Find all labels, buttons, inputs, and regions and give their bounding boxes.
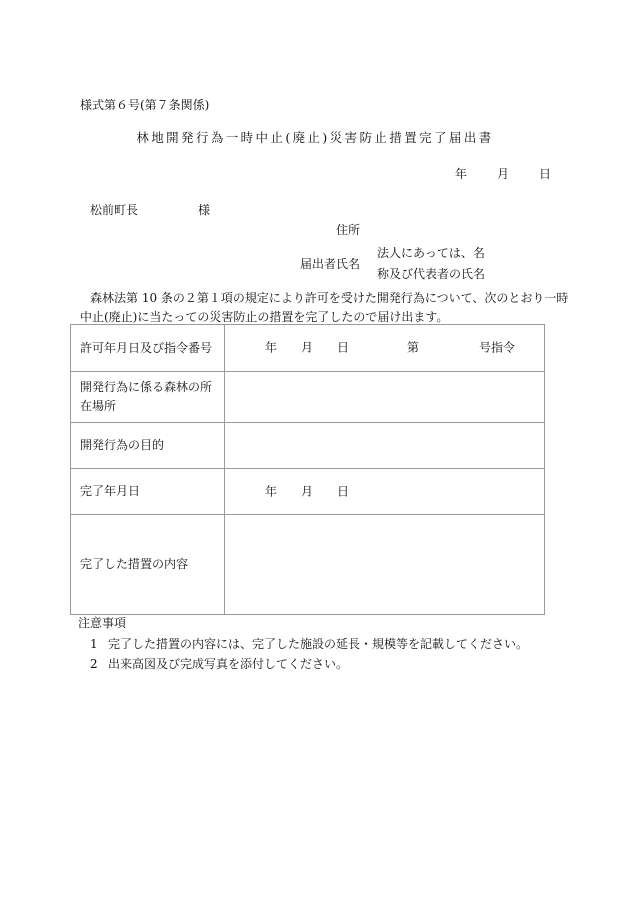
table-row-measures	[71, 515, 545, 615]
location-label-line1: 開発行為に係る森林の所	[80, 380, 213, 394]
measures-label: 完了した措置の内容	[71, 515, 225, 615]
completion-month-label: 月	[301, 484, 314, 498]
body-text-line2: 中止(廃止)に当たっての災害防止の措置を完了したので届け出ます。	[80, 310, 449, 324]
table-row-purpose	[71, 423, 545, 469]
body-text-line1: 森林法第 10 条の２第１項の規定により許可を受けた開発行為について、次のとおり一時	[90, 291, 569, 305]
purpose-value-field[interactable]	[225, 423, 545, 469]
table-row-location	[71, 372, 545, 423]
note-item	[90, 638, 528, 650]
corporation-note-line2: 称及び代表者の氏名	[377, 267, 486, 281]
table-row-permit	[71, 325, 545, 372]
date-year-label: 年	[455, 167, 468, 181]
note-text: 出来高図及び完成写真を添付してください。	[108, 657, 349, 671]
date-day-label: 日	[539, 167, 552, 181]
completion-date-field[interactable]	[225, 469, 545, 515]
address-label: 住所	[336, 223, 361, 237]
note-number: 2	[90, 657, 98, 671]
corporation-note-line1: 法人にあっては、名	[377, 246, 485, 260]
addressee-name: 松前町長	[90, 203, 139, 217]
applicant-name-label: 届出者氏名	[300, 257, 361, 271]
document-title: 林地開発行為一時中止(廃止)災害防止措置完了届出書	[136, 130, 494, 145]
location-label	[71, 372, 225, 423]
addressee-honorific: 様	[198, 203, 211, 217]
location-label-line2: 在場所	[80, 399, 117, 413]
permit-value-field[interactable]	[225, 325, 545, 372]
note-text: 完了した措置の内容には、完了した施設の延長・規模等を記載してください。	[108, 637, 529, 651]
notes-heading: 注意事項	[78, 616, 127, 630]
date-month-label: 月	[497, 167, 510, 181]
note-item	[90, 658, 348, 670]
completion-day-label: 日	[337, 484, 350, 498]
note-number: 1	[90, 637, 98, 651]
permit-label: 許可年月日及び指令番号	[71, 325, 225, 372]
form-number: 様式第６号(第７条関係)	[80, 98, 210, 112]
location-value-field[interactable]	[225, 372, 545, 423]
permit-order-label: 号指令	[479, 340, 516, 355]
permit-month-label: 月	[301, 340, 314, 355]
permit-year-label: 年	[265, 340, 278, 355]
completion-year-label: 年	[265, 484, 278, 498]
measures-value-field[interactable]	[225, 515, 545, 615]
table-row-completion-date	[71, 469, 545, 515]
permit-dai-label: 第	[407, 340, 420, 355]
purpose-label: 開発行為の目的	[71, 423, 225, 469]
permit-day-label: 日	[337, 340, 350, 355]
form-table	[70, 324, 545, 615]
completion-date-label: 完了年月日	[71, 469, 225, 515]
